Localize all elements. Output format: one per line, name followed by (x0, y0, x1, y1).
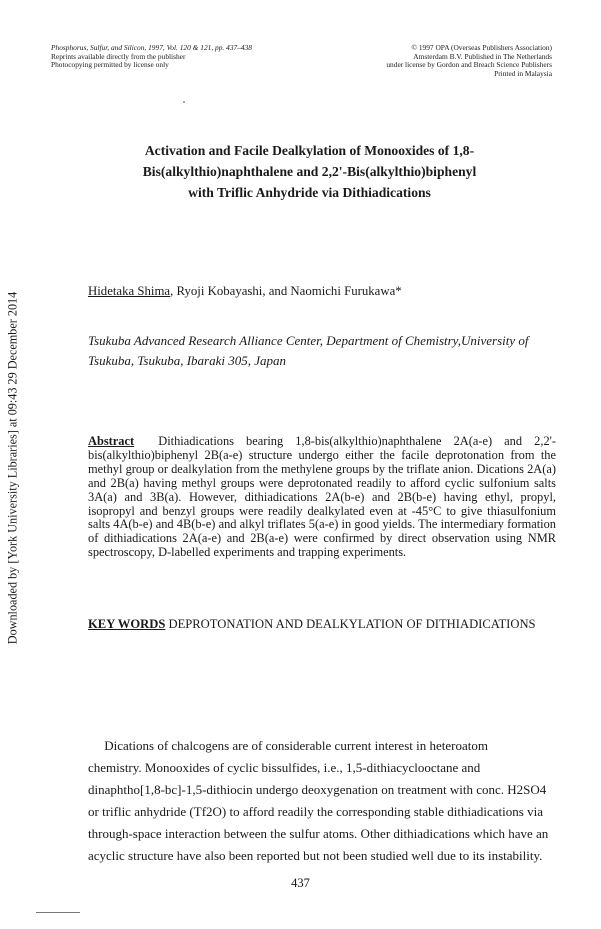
citation-line: Reprints available directly from the publisher (51, 51, 186, 61)
presenting-author: Hidetaka Shima (88, 284, 171, 298)
author-list (88, 284, 402, 299)
page-number: 437 (291, 876, 310, 890)
abstract (88, 435, 556, 560)
scan-speck (183, 101, 185, 103)
journal-citation (51, 44, 252, 70)
body-line: dinaphtho[1,8-bc]-1,5-dithiocin undergo deoxygenation on treatment with conc. H2SO4 (88, 782, 547, 797)
paper-title (60, 140, 559, 203)
copyright-notice (386, 44, 552, 78)
copyright-line: © 1997 OPA (Overseas Publishers Association) (411, 43, 552, 52)
body-text (88, 735, 556, 867)
copyright-line: Amsterdam B.V. Published in The Netherlands (413, 51, 552, 61)
keywords-text: DEPROTONATION AND DEALKYLATION OF DITHIADICATIONS (165, 617, 536, 631)
abstract-text: Dithiadications bearing 1,8-bis(alkylthio)naphthalene 2A(a-e) and 2,2'-bis(alkylthio)biphenyl 2B(a-e) structure undergo either the facile deprotonation from the methyl group or dealkylation from the methylene groups by the triflate anion. Dications 2A(a) and 2B(a) having methyl groups were deprotonated readily to afford cyclic sulfonium salts 3A(a) and 3B(a). However, dithiadications 2A(b-e) and 2B(b-e) having ethyl, propyl, isopropyl and benzyl groups were readily dealkylated even at -45°C to give thiasulfonium salts 4A(b-e) and 4B(b-e) and alkyl triflates 5(a-e) in good yields. The intermediary formation of dithiadications 2A(a-e) and 2B(a-e) were confirmed by direct observation using NMR spectroscopy, D-labelled experiments and trapping experiments. (88, 434, 556, 560)
title-line: Bis(alkylthio)naphthalene and 2,2'-Bis(alkylthio)biphenyl (142, 164, 477, 179)
body-line: acyclic structure have also been reported but not been studied well due to its instability. (88, 848, 543, 863)
copyright-line: under license by Gordon and Breach Science Publishers (386, 60, 552, 70)
footer-rule (36, 912, 80, 913)
title-line: Activation and Facile Dealkylation of Monooxides of 1,8- (144, 143, 475, 158)
body-line: or triflic anhydride (Tf2O) to afford readily the corresponding stable dithiadications via (88, 804, 543, 819)
citation-line: Photocopying permitted by license only (51, 60, 169, 70)
co-authors: , Ryoji Kobayashi, and Naomichi Furukawa* (170, 284, 402, 298)
abstract-label: Abstract (88, 434, 135, 448)
affiliation: Tsukuba Advanced Research Alliance Center, Department of Chemistry,University of Tsukuba, Tsukuba, Ibaraki 305, Japan (88, 333, 529, 368)
title-line: with Triflic Anhydride via Dithiadications (188, 185, 431, 200)
keywords-label: KEY WORDS (88, 617, 166, 631)
download-watermark-text: Downloaded by [York University Libraries] at 09:43 29 December 2014 (5, 291, 20, 645)
keywords (88, 614, 556, 635)
citation-line: Phosphorus, Sulfur, and Silicon, 1997, Vol. 120 & 121, pp. 437–438 (51, 43, 252, 52)
download-watermark (2, 268, 24, 668)
body-line: through-space interaction between the sulfur atoms. Other dithiadications which have an (88, 826, 549, 841)
copyright-line: Printed in Malaysia (494, 68, 552, 78)
body-line: Dications of chalcogens are of considerable current interest in heteroatom (104, 738, 488, 753)
body-line: chemistry. Monooxides of cyclic bissulfides, i.e., 1,5-dithiacyclooctane and (88, 760, 481, 775)
